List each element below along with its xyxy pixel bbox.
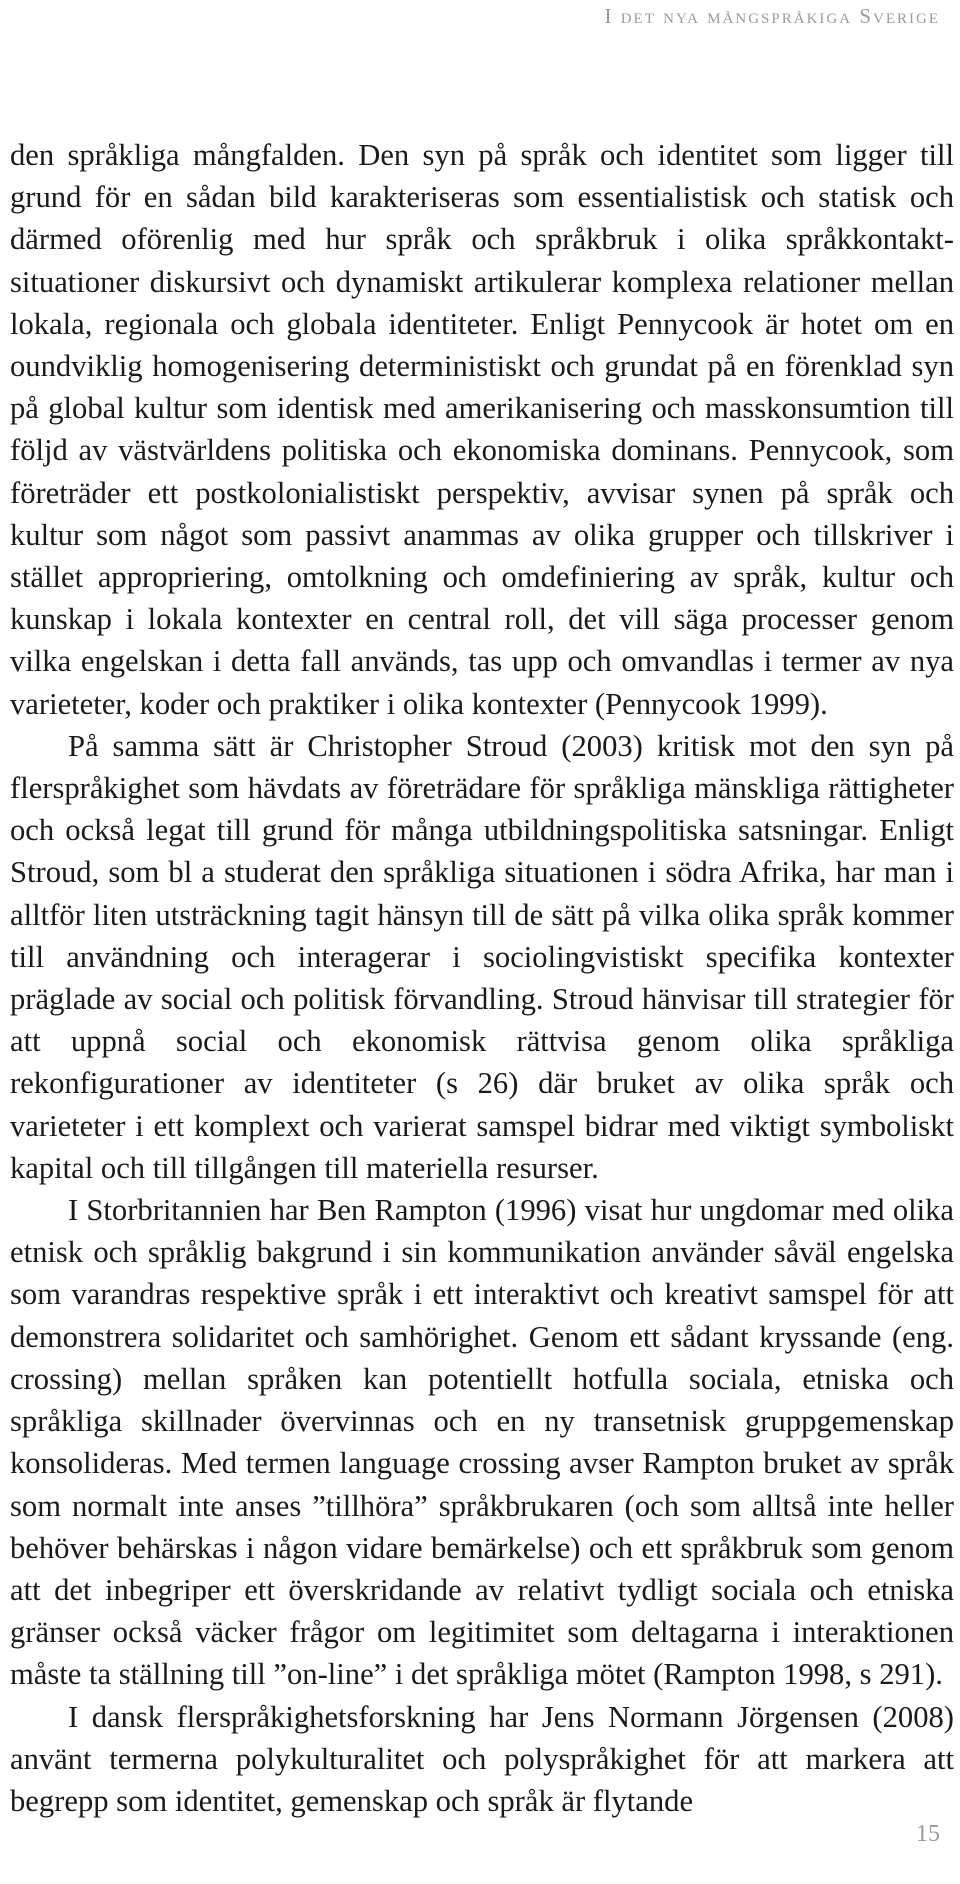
paragraph-1: den språkliga mångfalden. Den syn på språk och identitet som ligger till grund för en sådan bild karakteriseras som essentialistisk och statisk och därmed oförenlig med hur språk och språkbruk i olika språkkontaktsituationer diskursivt och dynamiskt artikulerar komplexa relationer mellan lokala, regionala och globala identiteter. Enligt Pennycook är hotet om en oundviklig homogenisering deterministiskt och grundat på en förenklad syn på global kultur som identisk med amerikanisering och masskonsumtion till följd av västvärldens politiska och ekonomiska dominans. Pennycook, som företräder ett postkolonialistiskt perspektiv, avvisar synen på språk och kultur som något som passivt anammas av olika grupper och tillskriver i stället appropriering, omtolkning och omdefiniering av språk, kultur och kunskap i lokala kontexter en central roll, det vill säga processer genom vilka engelskan i detta fall används, tas upp och omvandlas i termer av nya varieteter, koder och praktiker i olika kontexter (Pennycook 1999). bbox=[10, 138, 954, 721]
paragraph-3: I Storbritannien har Ben Rampton (1996) visat hur ungdomar med olika etnisk och språklig bakgrund i sin kommunikation använder såväl engelska som varandras respektive språk i ett interaktivt och kreativt samspel för att demonstrera solidaritet och samhörighet. Genom ett sådant kryssande (eng. crossing) mellan språken kan potentiellt hotfulla sociala, etniska och språkliga skillnader övervinnas och en ny transetnisk gruppgemenskap konsolideras. Med termen language crossing avser Rampton bruket av språk som normalt inte anses ”tillhöra” språkbrukaren (och som alltså inte heller behöver behärskas i någon vidare bemärkelse) och ett språkbruk som genom att det inbegriper ett överskridande av relativt tydligt sociala och etniska gränser också väcker frågor om legitimitet som deltagarna i interaktionen måste ta ställning till ”on-line” i det språkliga mötet (Rampton 1998, s 291). bbox=[10, 1193, 954, 1692]
running-header: I det nya mångspråkiga Sverige bbox=[604, 4, 940, 28]
paragraph-2: På samma sätt är Christopher Stroud (2003) kritisk mot den syn på flerspråkighet som hävdats av företrädare för språkliga mänskliga rättigheter och också legat till grund för många utbildningspolitiska satsningar. Enligt Stroud, som bl a studerat den språkliga situationen i södra Afrika, har man i alltför liten utsträckning tagit hänsyn till de sätt på vilka olika språk kommer till användning och interagerar i sociolingvistiskt specifika kontexter präglade av social och politisk förvandling. Stroud hänvisar till strategier för att uppnå social och ekonomisk rättvisa genom olika språkliga rekonfigurationer av identiteter (s 26) där bruket av olika språk och varieteter i ett komplext och varierat samspel bidrar med viktigt symboliskt kapital och till tillgången till materiella resurser. bbox=[10, 728, 954, 1185]
page-number: 15 bbox=[916, 1821, 940, 1847]
paragraph-4: I dansk flerspråkighetsforskning har Jens Normann Jörgensen (2008) använt termerna polykulturalitet och polyspråkighet för att markera att begrepp som identitet, gemenskap och språk är flytande bbox=[10, 1699, 954, 1818]
body-text bbox=[10, 134, 954, 1822]
